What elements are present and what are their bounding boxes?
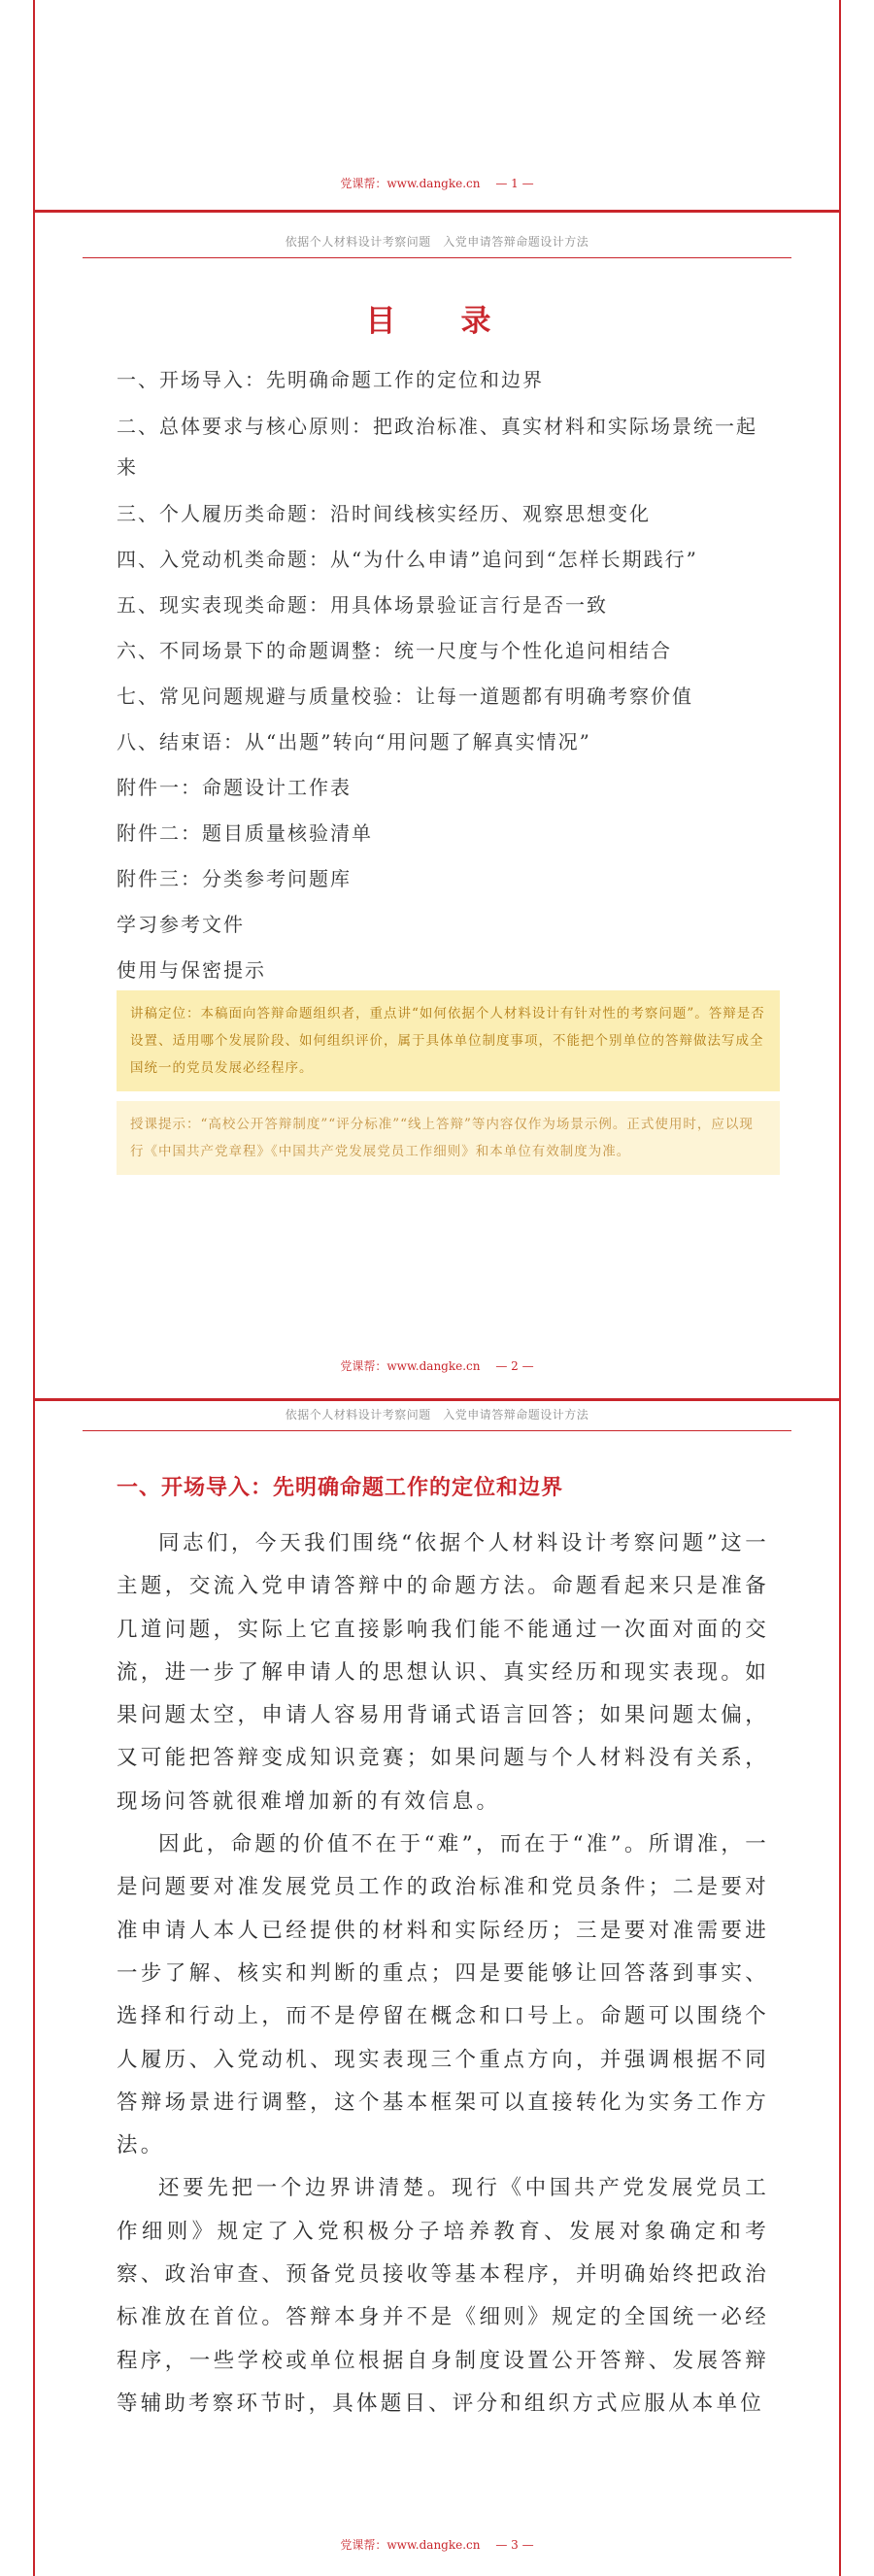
- toc-item[interactable]: 附件三：分类参考问题库: [117, 867, 352, 890]
- toc-item[interactable]: 八、结束语：从“出题”转向“用问题了解真实情况”: [117, 730, 591, 753]
- paragraph: 同志们，今天我们围绕“依据个人材料设计考察问题”这一主题，交流入党申请答辩中的命题方法。命题看起来只是准备几道问题，实际上它直接影响我们能不能通过一次面对面的交流，进一步了解申请人的思想认识、真实经历和现实表现。如果问题太空，申请人容易用背诵式语言回答；如果问题太偏，又可能把答辩变成知识竞赛；如果问题与个人材料没有关系，现场问答就很难增加新的有效信息。: [117, 1531, 769, 1814]
- toc-item[interactable]: 使用与保密提示: [117, 958, 266, 982]
- page-footer: [0, 175, 874, 191]
- toc-item[interactable]: 六、不同场景下的命题调整：统一尺度与个性化追问相结合: [117, 639, 672, 662]
- page-footer: [0, 2536, 874, 2553]
- toc-item[interactable]: 附件一：命题设计工作表: [117, 776, 352, 799]
- page-frame-right: [839, 0, 841, 2576]
- positioning-note: 讲稿定位：本稿面向答辩命题组织者，重点讲“如何依据个人材料设计有针对性的考察问题”。答辩是否设置、适用哪个发展阶段、如何组织评价，属于具体单位制度事项，不能把个别单位的答辩做法写成全国统一的党员发展必经程序。: [117, 990, 780, 1091]
- paragraph: 因此，命题的价值不在于“难”，而在于“准”。所谓准，一是问题要对准发展党员工作的政治标准和党员条件；二是要对准申请人本人已经提供的材料和实际经历；三是要对准需要进一步了解、核实和判断的重点；四是要能够让回答落到事实、选择和行动上，而不是停留在概念和口号上。命题可以围绕个人履历、入党动机、现实表现三个重点方向，并强调根据不同答辩场景进行调整，这个基本框架可以直接转化为实务工作方法。: [117, 1832, 769, 2158]
- toc-item[interactable]: 二、总体要求与核心原则：把政治标准、真实材料和实际场景统一起来: [117, 415, 757, 479]
- toc-item[interactable]: 学习参考文件: [117, 913, 245, 936]
- table-of-contents: [117, 357, 762, 993]
- toc-item[interactable]: 一、开场导入：先明确命题工作的定位和边界: [117, 368, 544, 391]
- footer-brand: 党课帮：www.dangke.cn: [340, 177, 481, 190]
- page-divider: [33, 210, 841, 213]
- page-divider: [33, 1398, 841, 1401]
- running-head: 依据个人材料设计考察问题 入党申请答辩命题设计方法: [83, 233, 791, 258]
- footer-brand: 党课帮：www.dangke.cn: [340, 2538, 481, 2552]
- running-head: 依据个人材料设计考察问题 入党申请答辩命题设计方法: [83, 1406, 791, 1431]
- toc-title: 目 录: [365, 304, 509, 339]
- toc-item[interactable]: 三、个人履历类命题：沿时间线核实经历、观察思想变化: [117, 502, 651, 525]
- footer-page-number: — 2 —: [495, 1359, 534, 1373]
- footer-page-number: — 3 —: [495, 2538, 534, 2552]
- body-text: [117, 1522, 769, 2425]
- toc-item[interactable]: 五、现实表现类命题：用具体场景验证言行是否一致: [117, 593, 608, 617]
- footer-brand: 党课帮：www.dangke.cn: [340, 1359, 481, 1373]
- toc-item[interactable]: 附件二：题目质量核验清单: [117, 821, 373, 845]
- section-title: 一、开场导入：先明确命题工作的定位和边界: [117, 1476, 564, 1500]
- toc-item[interactable]: 七、常见问题规避与质量校验：让每一道题都有明确考察价值: [117, 685, 693, 708]
- toc-item[interactable]: 四、入党动机类命题：从“为什么申请”追问到“怎样长期践行”: [117, 548, 698, 571]
- page-footer: [0, 1357, 874, 1374]
- footer-page-number: — 1 —: [495, 177, 534, 190]
- page-frame-left: [33, 0, 35, 2576]
- paragraph: 还要先把一个边界讲清楚。现行《中国共产党发展党员工作细则》规定了入党积极分子培养教育、发展对象确定和考察、政治审查、预备党员接收等基本程序，并明确始终把政治标准放在首位。答辩本身并不是《细则》规定的全国统一必经程序，一些学校或单位根据自身制度设置公开答辩、发展答辩等辅助考察环节时，具体题目、评分和组织方式应服从本单位: [117, 2176, 769, 2416]
- teaching-tip-note: 授课提示：“高校公开答辩制度”“评分标准”“线上答辩”等内容仅作为场景示例。正式使用时，应以现行《中国共产党章程》《中国共产党发展党员工作细则》和本单位有效制度为准。: [117, 1101, 780, 1175]
